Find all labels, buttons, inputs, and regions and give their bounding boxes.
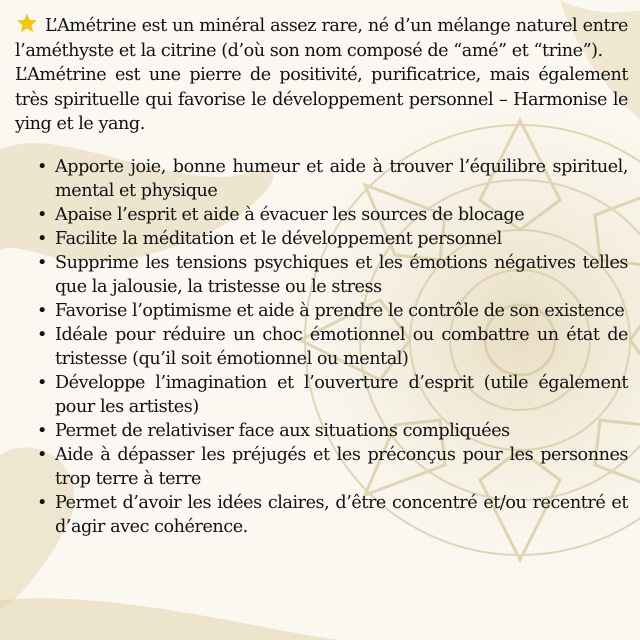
intro-paragraph-2: L’Amétrine est une pierre de positivité, purificatrice, mais également très spirituelle qui favorise le développement personnel – Harmonise le ying et le yang. (15, 65, 628, 134)
content (15, 12, 628, 539)
list-item (37, 203, 628, 227)
list-item-text: Supprime les tensions psychiques et les émotions négatives telles que la jalousie, la tristesse ou le stress (55, 252, 628, 297)
list-item-text: Apporte joie, bonne humeur et aide à trouver l’équilibre spirituel, mental et physique (55, 156, 628, 201)
bullet-icon: • (37, 420, 47, 441)
list-item-text: Apaise l’esprit et aide à évacuer les sources de blocage (55, 204, 525, 225)
benefits-list (15, 155, 628, 539)
list-item-text: Permet de relativiser face aux situations compliquées (55, 420, 510, 441)
list-item-text: Permet d’avoir les idées claires, d’être concentré et/ou recentré et d’agir avec cohérence. (55, 492, 628, 537)
list-item (37, 299, 628, 323)
list-item-text: Facilite la méditation et le développement personnel (55, 228, 502, 249)
bullet-icon: • (37, 204, 47, 225)
bullet-icon: • (37, 444, 47, 465)
list-item (37, 491, 628, 539)
star-icon (15, 12, 39, 34)
list-item (37, 443, 628, 491)
list-item (37, 323, 628, 371)
list-item-text: Développe l’imagination et l’ouverture d’esprit (utile également pour les artistes) (55, 372, 628, 417)
list-item-text: Favorise l’optimisme et aide à prendre le contrôle de son existence (55, 300, 625, 321)
bullet-icon: • (37, 156, 47, 177)
bullet-icon: • (37, 492, 47, 513)
list-item (37, 251, 628, 299)
bullet-icon: • (37, 228, 47, 249)
bullet-icon: • (37, 324, 47, 345)
gold-brush-stroke (0, 598, 340, 640)
bullet-icon: • (37, 252, 47, 273)
list-item (37, 371, 628, 419)
list-item-text: Aide à dépasser les préjugés et les préconçus pour les personnes trop terre à terre (55, 444, 628, 489)
bullet-icon: • (37, 300, 47, 321)
list-item-text: Idéale pour réduire un choc émotionnel ou combattre un état de tristesse (qu’il soit émotionnel ou mental) (55, 324, 628, 369)
intro-text-1: L’Amétrine est un minéral assez rare, né d’un mélange naturel entre l’améthyste et la citrine (d’où son nom composé de “amé” et “trine”). (15, 16, 628, 61)
bullet-icon: • (37, 372, 47, 393)
list-item (37, 419, 628, 443)
list-item (37, 227, 628, 251)
list-item (37, 155, 628, 203)
intro-paragraph-1 (15, 12, 628, 63)
